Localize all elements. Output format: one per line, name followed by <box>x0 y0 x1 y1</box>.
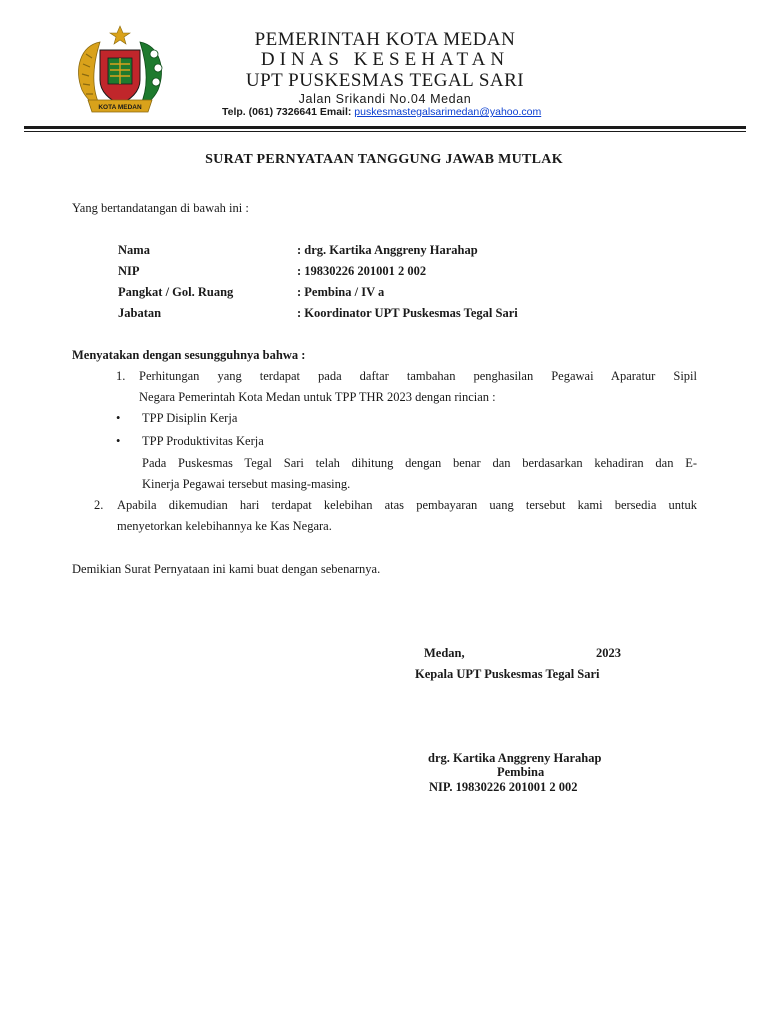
bullet-item-produktivitas: TPP Produktivitas Kerja <box>142 434 264 448</box>
letterhead-contact <box>180 106 672 118</box>
identity-label-nama: Nama <box>118 243 150 257</box>
bullet-item-disiplin: TPP Disiplin Kerja <box>142 411 238 425</box>
kota-medan-emblem-logo <box>70 24 170 116</box>
letterhead-address: Jalan Srikandi No.04 Medan <box>298 92 472 106</box>
contact-phone-label: Telp. (061) 7326641 Email: <box>222 106 355 118</box>
signature-name: drg. Kartika Anggreny Harahap <box>428 751 602 765</box>
point1-cont-line2: Kinerja Pegawai tersebut masing-masing. <box>142 477 351 491</box>
email-link[interactable]: puskesmastegalsarimedan@yahoo.com <box>354 106 542 118</box>
identity-value-jabatan: : Koordinator UPT Puskesmas Tegal Sari <box>297 306 518 320</box>
letterhead-government: PEMERINTAH KOTA MEDAN <box>254 29 516 50</box>
identity-value-nama: : drg. Kartika Anggreny Harahap <box>297 243 478 257</box>
bullet-icon: • <box>116 411 121 425</box>
point1-cont-line1: Pada Puskesmas Tegal Sari telah dihitung dengan benar dan berdasarkan kehadiran dan E- <box>142 456 697 470</box>
point2-line1: Apabila dikemudian hari terdapat kelebihan atas pembayaran uang tersebut kami bersedia untuk <box>117 498 697 512</box>
document-title: SURAT PERNYATAAN TANGGUNG JAWAB MUTLAK <box>205 152 563 167</box>
point2-line2: menyetorkan kelebihannya ke Kas Negara. <box>117 519 332 533</box>
signature-rank: Pembina <box>497 765 545 779</box>
signature-position: Kepala UPT Puskesmas Tegal Sari <box>415 667 600 681</box>
letterhead-department: DINAS KESEHATAN <box>260 49 510 70</box>
letterhead-rule-thin <box>24 131 746 132</box>
point2-number: 2. <box>94 498 104 512</box>
statement-heading: Menyatakan dengan sesungguhnya bahwa : <box>72 348 306 362</box>
intro-text: Yang bertandatangan di bawah ini : <box>72 201 249 215</box>
point1-line1: Perhitungan yang terdapat pada daftar tambahan penghasilan Pegawai Aparatur Sipil <box>139 369 697 383</box>
identity-value-pangkat: : Pembina / IV a <box>297 285 385 299</box>
point1-line2: Negara Pemerintah Kota Medan untuk TPP THR 2023 dengan rincian : <box>139 390 496 404</box>
identity-label-nip: NIP <box>118 264 140 278</box>
identity-value-nip: : 19830226 201001 2 002 <box>297 264 427 278</box>
bullet-icon: • <box>116 434 121 448</box>
point1-number: 1. <box>116 369 126 383</box>
closing-text: Demikian Surat Pernyataan ini kami buat dengan sebenarnya. <box>72 562 381 576</box>
identity-label-jabatan: Jabatan <box>118 306 162 320</box>
signature-place: Medan, <box>424 646 465 660</box>
identity-label-pangkat: Pangkat / Gol. Ruang <box>118 285 234 299</box>
signature-year: 2023 <box>596 646 621 660</box>
letterhead-institution: UPT PUSKESMAS TEGAL SARI <box>245 70 525 91</box>
signature-nip: NIP. 19830226 201001 2 002 <box>429 780 578 794</box>
letterhead-rule-thick <box>24 126 746 129</box>
logo-ribbon-text: KOTA MEDAN <box>98 104 142 111</box>
